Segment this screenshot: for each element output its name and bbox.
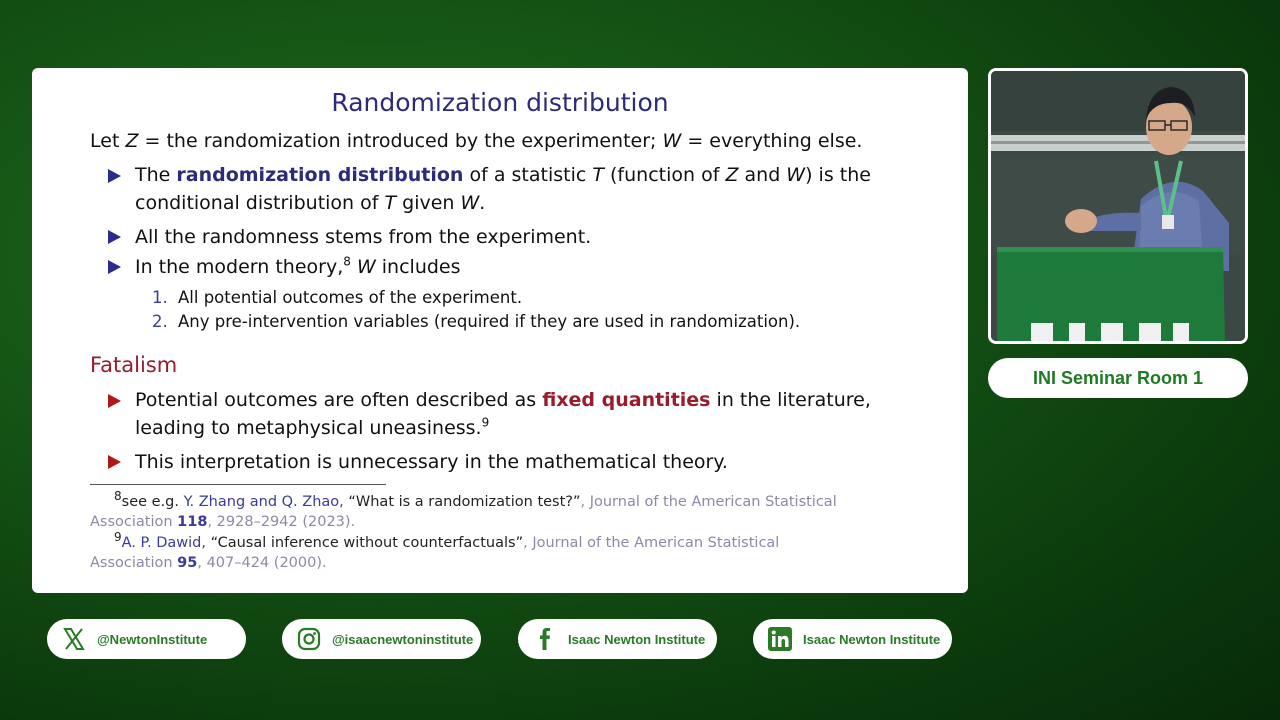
social-facebook-label: Isaac Newton Institute xyxy=(568,631,706,647)
bullet-text: The xyxy=(135,164,177,186)
bullet-text: includes xyxy=(375,256,461,278)
footnote-pages: , 2928–2942 (2023). xyxy=(207,514,356,530)
social-linkedin[interactable] xyxy=(753,619,952,659)
speaker-video xyxy=(988,68,1248,344)
footnote-title: “What is a randomization test?” xyxy=(343,494,581,510)
speaker-video-frame xyxy=(991,71,1245,341)
footnote-volume: 118 xyxy=(177,514,208,530)
social-instagram[interactable] xyxy=(282,619,481,659)
footnote-journal: Association xyxy=(90,555,178,571)
bullet-text: (function of xyxy=(603,164,726,186)
intro-text: = the randomization introduced by the experimenter; xyxy=(138,130,663,152)
bullet-text: In the modern theory, xyxy=(135,256,344,278)
bullet-marker xyxy=(108,260,121,274)
presentation-slide xyxy=(32,68,968,593)
footnote-journal: , Journal of the American Statistical xyxy=(580,494,837,510)
footnote-journal: Association xyxy=(90,514,178,530)
footnote-authors: A. P. Dawid, xyxy=(121,535,206,551)
emphasis-fixed-quantities: fixed quantities xyxy=(542,389,711,411)
enum-number: 1. xyxy=(152,288,168,307)
bullet-text: conditional distribution of xyxy=(135,192,385,214)
slide-title: Randomization distribution xyxy=(331,88,669,117)
enum-item xyxy=(152,312,800,331)
social-instagram-label: @isaacnewtoninstitute xyxy=(332,631,474,647)
footnote-ref: 8 xyxy=(343,254,351,269)
social-linkedin-label: Isaac Newton Institute xyxy=(803,631,941,647)
var-t: T xyxy=(592,164,604,186)
enum-text: All potential outcomes of the experiment. xyxy=(178,288,523,307)
intro-text: = everything else. xyxy=(681,130,863,152)
bullet-modern-theory xyxy=(135,253,461,281)
bullet-marker xyxy=(108,169,121,183)
social-facebook[interactable] xyxy=(518,619,717,659)
bullet-text: leading to metaphysical uneasiness. xyxy=(135,417,482,439)
linkedin-icon xyxy=(767,626,793,652)
enum-item xyxy=(152,288,522,307)
footnote-number: 8 xyxy=(114,489,122,504)
bullet-marker xyxy=(108,230,121,244)
bullet-text: of a statistic xyxy=(463,164,593,186)
bullet-randomization-distribution xyxy=(135,161,871,217)
footnote-volume: 95 xyxy=(177,555,198,571)
footnote-8 xyxy=(90,489,910,532)
bullet-text: and xyxy=(738,164,787,186)
footnote-divider xyxy=(90,484,386,485)
enum-text: Any pre-intervention variables (required if they are used in randomization). xyxy=(178,312,801,331)
bullet-marker xyxy=(108,455,121,469)
bullet-text: in the literature, xyxy=(710,389,871,411)
footnote-pages: , 407–424 (2000). xyxy=(197,555,327,571)
var-t: T xyxy=(384,192,397,214)
var-z: Z xyxy=(125,130,139,152)
social-x-label: @NewtonInstitute xyxy=(97,631,208,647)
footnote-text: see e.g. xyxy=(121,494,184,510)
bullet-text: ) is the xyxy=(805,164,871,186)
var-z: Z xyxy=(725,164,739,186)
bullet-interpretation: This interpretation is unnecessary in the mathematical theory. xyxy=(135,451,728,473)
footnote-9 xyxy=(90,530,910,573)
bullet-text: . xyxy=(479,192,486,214)
room-label: INI Seminar Room 1 xyxy=(988,358,1248,398)
var-w: W xyxy=(460,192,480,214)
var-w: W xyxy=(786,164,806,186)
var-w: W xyxy=(356,256,376,278)
bullet-text: Potential outcomes are often described as xyxy=(135,389,543,411)
instagram-icon xyxy=(296,626,322,652)
footnote-authors: Y. Zhang and Q. Zhao, xyxy=(183,494,344,510)
footnote-title: “Causal inference without counterfactuals” xyxy=(205,535,524,551)
footnote-journal: , Journal of the American Statistical xyxy=(523,535,780,551)
facebook-icon xyxy=(532,626,558,652)
bullet-marker xyxy=(108,394,121,408)
enum-number: 2. xyxy=(152,312,168,331)
footnote-ref: 9 xyxy=(481,415,490,430)
intro-line xyxy=(90,130,862,152)
var-w: W xyxy=(662,130,682,152)
section-title-fatalism: Fatalism xyxy=(90,353,178,377)
emphasis-randomization-distribution: randomization distribution xyxy=(176,164,464,186)
bullet-randomness: All the randomness stems from the experiment. xyxy=(135,226,592,248)
social-x[interactable] xyxy=(47,619,246,659)
bullet-text: given xyxy=(396,192,461,214)
x-icon xyxy=(61,626,87,652)
bullet-fixed-quantities xyxy=(135,386,871,442)
intro-text: Let xyxy=(90,130,126,152)
footnote-number: 9 xyxy=(114,530,122,545)
